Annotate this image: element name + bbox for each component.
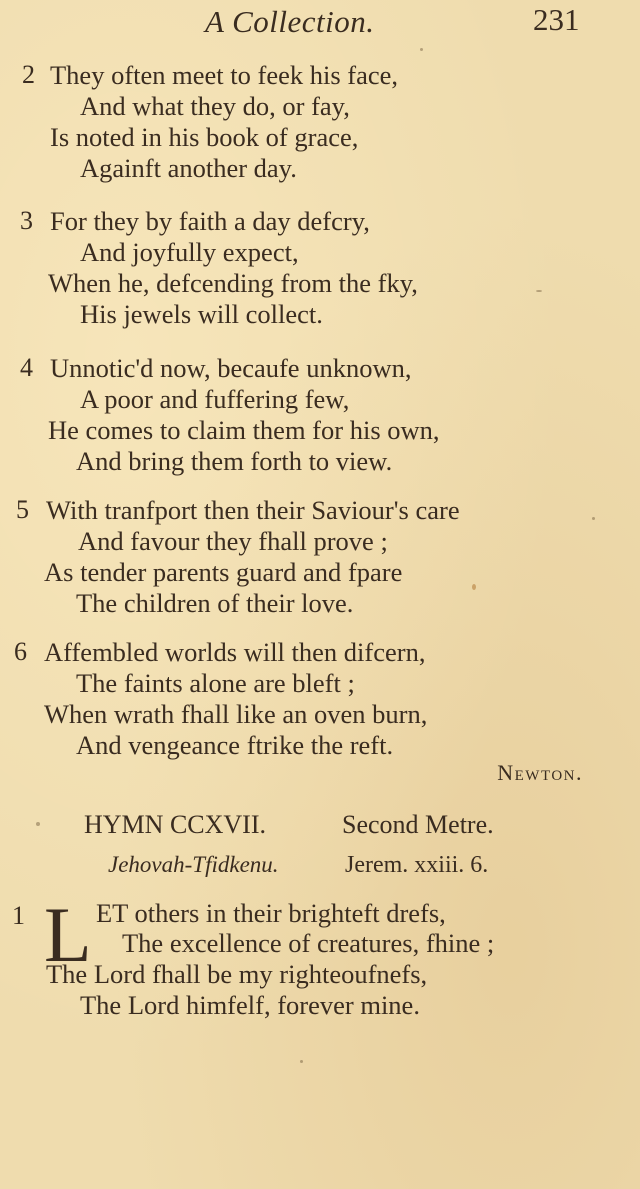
verse-line: And bring them forth to view. (76, 446, 393, 476)
stanza-number: 5 (16, 495, 29, 524)
hymn-metre: Second Metre. (342, 810, 494, 839)
paper-speck (300, 1060, 303, 1063)
page-number: 231 (533, 2, 580, 37)
verse-line: And vengeance ftrike the reft. (76, 730, 394, 760)
verse-line: The excellence of creatures, fhine ; (122, 928, 495, 958)
verse-line: He comes to claim them for his own, (48, 415, 440, 445)
verse-line: When he, defcending from the fky, (48, 268, 418, 298)
hymn-scripture-reference: Jerem. xxiii. 6. (345, 852, 489, 878)
paper-speck (36, 822, 40, 826)
paper-speck (472, 584, 476, 590)
paper-speck (592, 517, 595, 520)
verse-line: Is noted in his book of grace, (50, 122, 359, 152)
stanza-number: 2 (22, 60, 35, 89)
verse-line: As tender parents guard and fpare (44, 557, 403, 587)
hymn-subtitle: Jehovah-Tfidkenu. (108, 852, 279, 877)
verse-line: With tranfport then their Saviour's care (46, 495, 460, 525)
stanza-number: 4 (20, 353, 33, 382)
verse-line: Againft another day. (80, 153, 297, 183)
drop-cap: L (44, 891, 92, 978)
verse-line: And what they do, or fay, (80, 91, 350, 121)
verse-line: When wrath fhall like an oven burn, (44, 699, 428, 729)
running-head: A Collection. (205, 4, 375, 39)
hymn-title: HYMN CCXVII. (84, 810, 266, 839)
verse-line: The children of their love. (76, 588, 354, 618)
verse-line: The Lord fhall be my righteoufnefs, (46, 959, 428, 989)
verse-line: And favour they fhall prove ; (78, 526, 388, 556)
verse-line: A poor and fuffering few, (80, 384, 350, 414)
stanza-number: 1 (12, 901, 25, 930)
paper-speck (420, 48, 423, 51)
verse-line: Unnotic'd now, becaufe unknown, (50, 353, 412, 383)
stanza-number: 6 (14, 637, 27, 666)
paper-speck (536, 290, 542, 292)
verse-line: For they by faith a day defcry, (50, 206, 370, 236)
verse-line: ET others in their brighteft drefs, (96, 898, 446, 928)
verse-line: His jewels will collect. (80, 299, 323, 329)
author-attribution: Newton. (497, 760, 583, 785)
verse-line: And joyfully expect, (80, 237, 299, 267)
verse-line: The Lord himfelf, forever mine. (80, 990, 420, 1020)
stanza-number: 3 (20, 206, 33, 235)
verse-line: They often meet to feek his face, (50, 60, 399, 90)
verse-line: Affembled worlds will then difcern, (44, 637, 426, 667)
verse-line: The faints alone are bleft ; (76, 668, 355, 698)
